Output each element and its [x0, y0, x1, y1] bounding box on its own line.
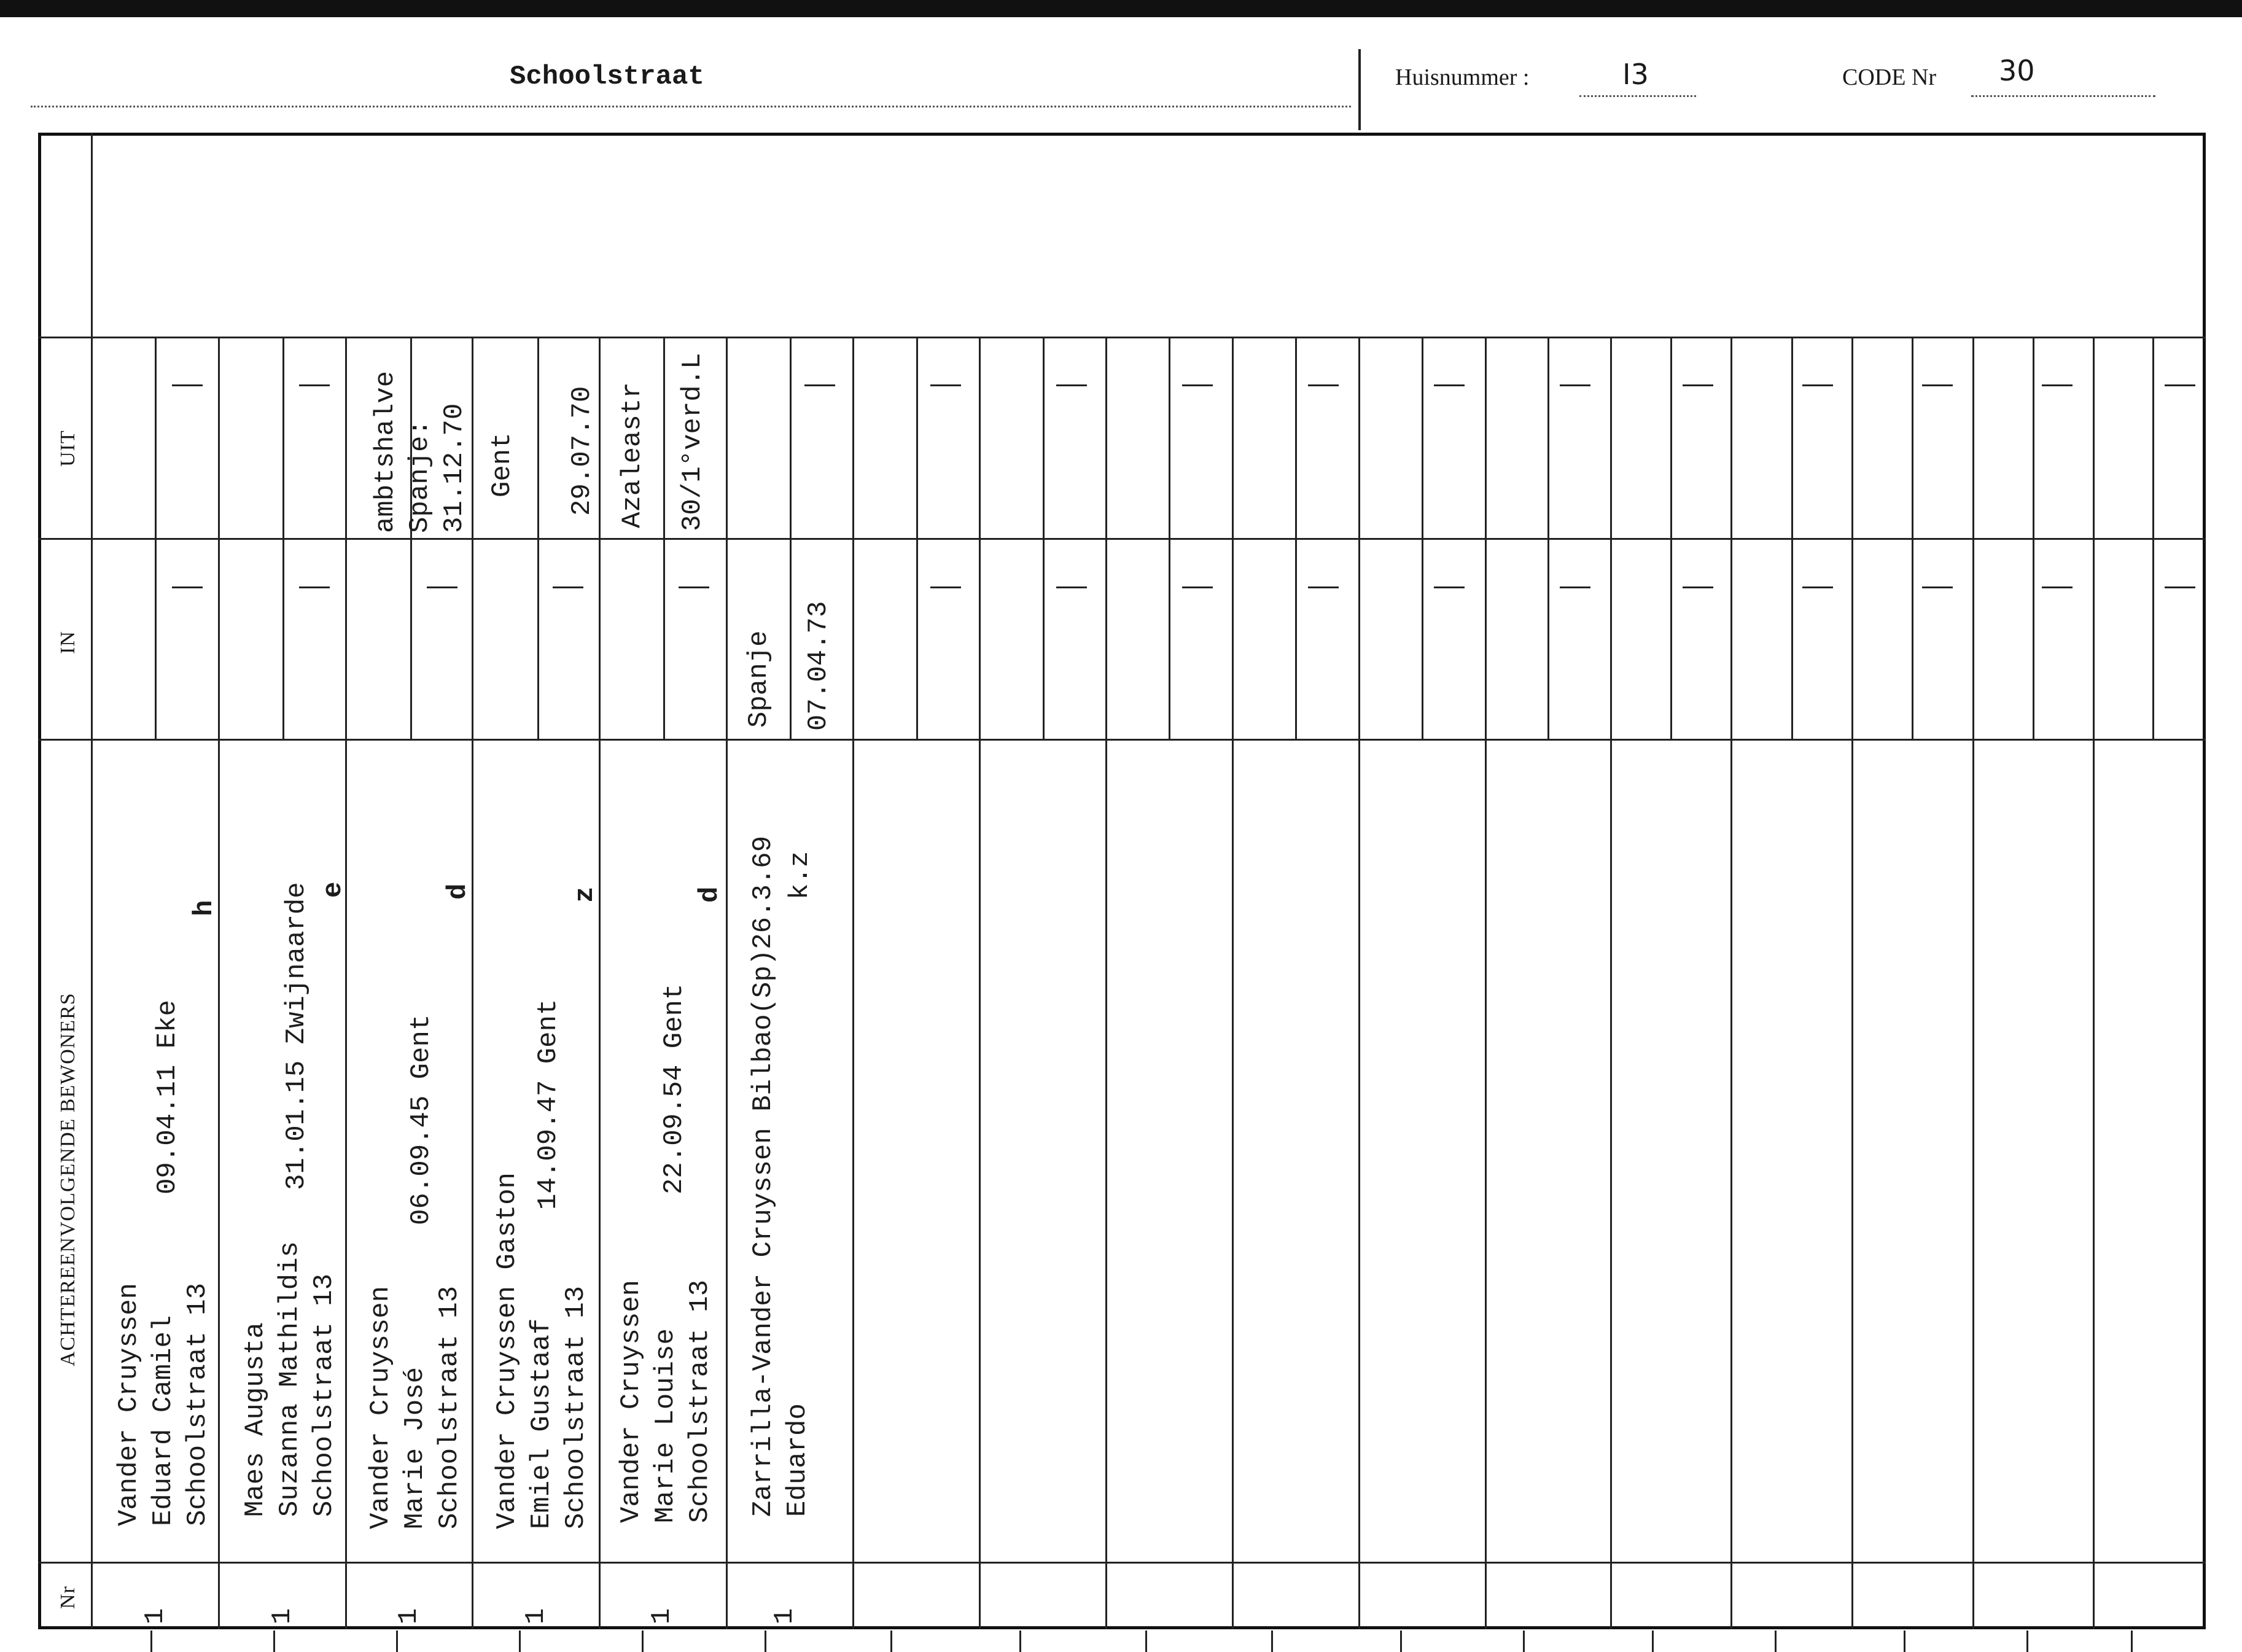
- empty-dash: [1560, 586, 1590, 588]
- empty-dash: [1182, 586, 1213, 588]
- resident-4-mark: z: [570, 886, 601, 903]
- resident-4-name: Vander Cruyssen Gaston Emiel Gustaaf Schoolstraat 13: [492, 1172, 591, 1529]
- column-divider: [1610, 337, 1612, 1629]
- resident-3-birth: 06.09.45 Gent: [406, 1014, 437, 1225]
- subcolumn-divider: [1422, 337, 1423, 739]
- row-divider-residents-top: [38, 739, 2206, 741]
- empty-dash: [553, 586, 583, 588]
- column-divider: [979, 337, 981, 1629]
- empty-dash: [2165, 586, 2195, 588]
- column-divider: [726, 337, 728, 1629]
- subcolumn-divider: [790, 337, 792, 739]
- resident-3-mark: d: [443, 883, 473, 900]
- empty-dash: [1922, 384, 1953, 386]
- page-stub: [1523, 1631, 1525, 1652]
- column-divider: [1851, 337, 1853, 1629]
- empty-dash: [299, 586, 330, 588]
- page-stub: [519, 1631, 521, 1652]
- column-divider: [1485, 337, 1487, 1629]
- resident-2-birth: 31.01.15 Zwijnaarde: [281, 882, 312, 1190]
- resident-1-birth: 09.04.11 Eke: [152, 1000, 183, 1194]
- resident-6-nr: 1: [769, 1608, 800, 1624]
- column-divider: [1358, 337, 1360, 1629]
- page-stub: [1271, 1631, 1273, 1652]
- subcolumn-divider: [2152, 337, 2154, 739]
- residents-row-label: ACHTEREENVOLGENDE BEWONERS: [56, 992, 79, 1366]
- page-stub: [1775, 1631, 1777, 1652]
- code-number-label: CODE Nr: [1842, 64, 1937, 90]
- empty-dash: [1802, 384, 1833, 386]
- page-stub: [1145, 1631, 1147, 1652]
- subcolumn-divider: [1547, 337, 1549, 739]
- page-stub: [150, 1631, 152, 1652]
- street-name: Schoolstraat: [510, 61, 704, 92]
- subcolumn-divider: [663, 337, 665, 739]
- resident-4-nr: 1: [521, 1608, 551, 1624]
- column-divider: [852, 337, 854, 1629]
- row-divider-in-top: [38, 538, 2206, 540]
- column-divider: [2093, 337, 2095, 1629]
- empty-dash: [1802, 586, 1833, 588]
- row-divider-nr-top: [38, 1562, 2206, 1564]
- empty-dash: [1308, 384, 1339, 386]
- resident-6-name: Zarrilla-Vander Cruyssen Bilbao(Sp)26.3.69 Eduardo: [748, 836, 813, 1517]
- empty-dash: [2042, 586, 2073, 588]
- column-divider: [472, 337, 473, 1629]
- resident-5-mark: d: [695, 886, 725, 903]
- empty-dash: [930, 586, 961, 588]
- resident-1-mark: h: [189, 900, 220, 916]
- page-stub: [1019, 1631, 1021, 1652]
- street-field: [31, 56, 1351, 107]
- column-divider: [1730, 337, 1732, 1629]
- page-stub: [1652, 1631, 1654, 1652]
- resident-5-nr: 1: [647, 1608, 677, 1624]
- label-column-divider: [91, 133, 93, 1629]
- resident-3-uit: ambtshalve Spanje: 31.12.70: [370, 370, 470, 533]
- empty-dash: [930, 384, 961, 386]
- empty-dash: [427, 586, 457, 588]
- header-divider: [1358, 49, 1361, 130]
- empty-dash: [1922, 586, 1953, 588]
- page-stub: [2026, 1631, 2028, 1652]
- empty-dash: [1434, 586, 1465, 588]
- empty-dash: [804, 384, 835, 386]
- house-number-field: [1395, 56, 1702, 106]
- subcolumn-divider: [1295, 337, 1297, 739]
- subcolumn-divider: [1043, 337, 1045, 739]
- column-divider: [1105, 337, 1107, 1629]
- house-number-label: Huisnummer :: [1395, 64, 1530, 90]
- resident-4-uit-date: 29.07.70: [567, 386, 597, 516]
- resident-3-nr: 1: [394, 1608, 424, 1624]
- subcolumn-divider: [537, 337, 539, 739]
- resident-2-nr: 1: [267, 1608, 298, 1624]
- subcolumn-divider: [282, 337, 284, 739]
- page-stub: [890, 1631, 892, 1652]
- subcolumn-divider: [1912, 337, 1913, 739]
- subcolumn-divider: [1169, 337, 1170, 739]
- page-stub: [273, 1631, 275, 1652]
- resident-6-in-date: 07.04.73: [803, 601, 834, 731]
- resident-3-name: Vander Cruyssen Marie José Schoolstraat 13: [365, 1285, 465, 1529]
- empty-dash: [1683, 384, 1713, 386]
- scan-edge: [0, 0, 2242, 17]
- empty-dash: [299, 384, 330, 386]
- empty-dash: [2165, 384, 2195, 386]
- resident-2-name: Maes Augusta Suzanna Mathildis Schoolstraat 13: [240, 1241, 340, 1517]
- subcolumn-divider: [155, 337, 157, 739]
- resident-5-uit-address: 30/1°verd.L: [677, 353, 708, 531]
- empty-dash: [1056, 586, 1087, 588]
- subcolumn-divider: [916, 337, 918, 739]
- empty-dash: [1560, 384, 1590, 386]
- empty-dash: [1683, 586, 1713, 588]
- page-stub: [1400, 1631, 1402, 1652]
- column-divider: [218, 337, 220, 1629]
- uit-row-label: UIT: [56, 430, 79, 467]
- resident-6-in-place: Spanje: [744, 630, 774, 728]
- empty-dash: [1182, 384, 1213, 386]
- empty-dash: [679, 586, 709, 588]
- page-stub: [1904, 1631, 1905, 1652]
- code-number-value: 30: [1999, 54, 2035, 87]
- subcolumn-divider: [1670, 337, 1672, 739]
- subcolumn-divider: [1791, 337, 1793, 739]
- resident-1-name: Vander Cruyssen Eduard Camiel Schoolstraat 13: [114, 1282, 213, 1526]
- resident-5-birth: 22.09.54 Gent: [659, 983, 690, 1194]
- resident-4-birth: 14.09.47 Gent: [533, 999, 564, 1210]
- resident-1-nr: 1: [140, 1608, 171, 1624]
- empty-dash: [1434, 384, 1465, 386]
- empty-dash: [172, 384, 203, 386]
- in-row-label: IN: [56, 631, 79, 654]
- code-number-field: [1842, 56, 2155, 106]
- empty-dash: [172, 586, 203, 588]
- empty-dash: [2042, 384, 2073, 386]
- page-stub: [396, 1631, 398, 1652]
- resident-5-uit-place: Azaleastr: [617, 382, 648, 528]
- subcolumn-divider: [2033, 337, 2034, 739]
- column-divider: [345, 337, 347, 1629]
- empty-dash: [1308, 586, 1339, 588]
- resident-5-name: Vander Cruyssen Marie Louise Schoolstraat 13: [616, 1279, 715, 1523]
- empty-dash: [1056, 384, 1087, 386]
- house-number-value: I3: [1622, 58, 1649, 91]
- nr-row-label: Nr: [56, 1586, 79, 1609]
- page-stub: [2131, 1631, 2133, 1652]
- resident-6-mark: k.z: [785, 851, 815, 900]
- column-divider: [599, 337, 601, 1629]
- column-divider: [1972, 337, 1974, 1629]
- page-stub: [765, 1631, 766, 1652]
- page-stub: [642, 1631, 644, 1652]
- row-divider-uit-top: [38, 337, 2206, 338]
- column-divider: [1232, 337, 1234, 1629]
- resident-2-mark: e: [318, 881, 349, 898]
- resident-4-uit-place: Gent: [487, 432, 518, 497]
